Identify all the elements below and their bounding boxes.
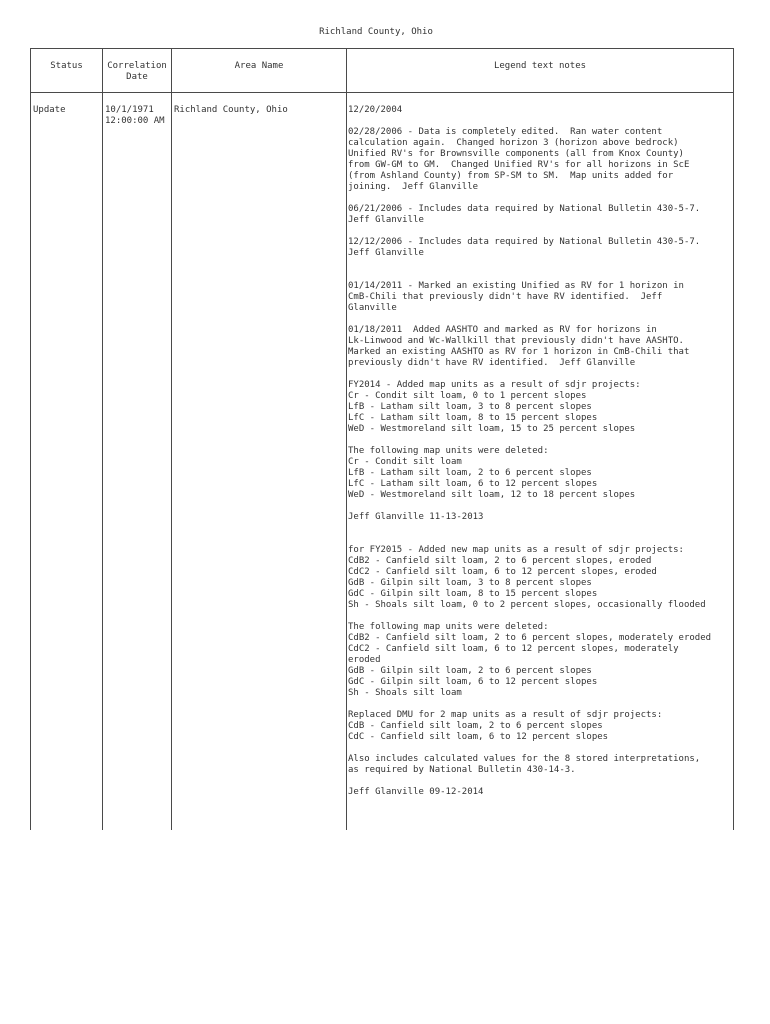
legend-note-line: CdB - Canfield silt loam, 2 to 6 percent slopes bbox=[348, 721, 603, 731]
legend-note-line: from GW-GM to GM. Changed Unified RV's for all horizons in ScE bbox=[348, 160, 690, 170]
legend-note-line: joining. Jeff Glanville bbox=[348, 182, 479, 192]
legend-note-line: The following map units were deleted: bbox=[348, 622, 549, 632]
legend-note-line: Sh - Shoals silt loam bbox=[348, 688, 462, 698]
legend-note-line: CdB2 - Canfield silt loam, 2 to 6 percent slopes, moderately eroded bbox=[348, 633, 712, 643]
legend-note-line bbox=[348, 501, 734, 512]
legend-note-line: CdC2 - Canfield silt loam, 6 to 12 percent slopes, moderately bbox=[348, 644, 679, 654]
header-bottom-rule bbox=[30, 92, 734, 93]
legend-note-line: (from Ashland County) from SP-SM to SM. Map units added for bbox=[348, 171, 674, 181]
cell-area-name: Richland County, Ohio bbox=[174, 105, 288, 115]
legend-note-line: GdB - Gilpin silt loam, 3 to 8 percent slopes bbox=[348, 578, 592, 588]
legend-note-line bbox=[348, 314, 734, 325]
legend-note-line: 01/14/2011 - Marked an existing Unified as RV for 1 horizon in bbox=[348, 281, 684, 291]
header-correlation-date: Correlation Date bbox=[107, 61, 167, 82]
legend-note-line bbox=[348, 193, 734, 204]
legend-note-line: CdB2 - Canfield silt loam, 2 to 6 percent slopes, eroded bbox=[348, 556, 652, 566]
legend-note-line: The following map units were deleted: bbox=[348, 446, 549, 456]
header-area-name: Area Name bbox=[234, 61, 284, 71]
legend-note-line: CdC2 - Canfield silt loam, 6 to 12 percent slopes, eroded bbox=[348, 567, 657, 577]
legend-note-line: 01/18/2011 Added AASHTO and marked as RV for horizons in bbox=[348, 325, 657, 335]
legend-note-line: Marked an existing AASHTO as RV for 1 horizon in CmB-Chili that bbox=[348, 347, 690, 357]
legend-note-line bbox=[348, 611, 734, 622]
cell-status: Update bbox=[33, 105, 66, 115]
cell-correlation-date: 10/1/1971 12:00:00 AM bbox=[105, 105, 165, 126]
legend-note-line: Also includes calculated values for the 8 stored interpretations, bbox=[348, 754, 701, 764]
legend-note-line: LfB - Latham silt loam, 2 to 6 percent slopes bbox=[348, 468, 592, 478]
legend-note-line: eroded bbox=[348, 655, 381, 665]
column-border-status bbox=[102, 48, 103, 830]
legend-note-line bbox=[348, 699, 734, 710]
legend-note-line: 06/21/2006 - Includes data required by National Bulletin 430-5-7. bbox=[348, 204, 701, 214]
header-status: Status bbox=[50, 61, 83, 71]
legend-note-line bbox=[348, 116, 734, 127]
column-border-left bbox=[30, 48, 31, 830]
legend-note-line: calculation again. Changed horizon 3 (horizon above bedrock) bbox=[348, 138, 679, 148]
legend-note-line: FY2014 - Added map units as a result of sdjr projects: bbox=[348, 380, 641, 390]
legend-note-line: as required by National Bulletin 430-14-3. bbox=[348, 765, 576, 775]
legend-notes-cell bbox=[348, 105, 734, 809]
legend-note-line bbox=[348, 798, 734, 809]
legend-note-line bbox=[348, 369, 734, 380]
legend-note-line: Replaced DMU for 2 map units as a result of sdjr projects: bbox=[348, 710, 663, 720]
legend-note-line bbox=[348, 226, 734, 237]
legend-note-line: Jeff Glanville 11-13-2013 bbox=[348, 512, 484, 522]
legend-note-line: previously didn't have RV identified. Jeff Glanville bbox=[348, 358, 636, 368]
legend-note-line: GdC - Gilpin silt loam, 8 to 15 percent slopes bbox=[348, 589, 598, 599]
legend-note-line: LfC - Latham silt loam, 6 to 12 percent slopes bbox=[348, 479, 598, 489]
table-top-rule bbox=[30, 48, 734, 49]
legend-note-line: 02/28/2006 - Data is completely edited. Ran water content bbox=[348, 127, 663, 137]
legend-note-line: Jeff Glanville 09-12-2014 bbox=[348, 787, 484, 797]
legend-note-line bbox=[348, 270, 734, 281]
legend-note-line: CdC - Canfield silt loam, 6 to 12 percent slopes bbox=[348, 732, 609, 742]
legend-note-line: LfB - Latham silt loam, 3 to 8 percent slopes bbox=[348, 402, 592, 412]
legend-note-line bbox=[348, 534, 734, 545]
legend-note-line: GdB - Gilpin silt loam, 2 to 6 percent slopes bbox=[348, 666, 592, 676]
legend-note-line bbox=[348, 435, 734, 446]
legend-note-line: Glanville bbox=[348, 303, 397, 313]
page-title: Richland County, Ohio bbox=[319, 27, 433, 37]
column-border-date bbox=[171, 48, 172, 830]
legend-note-line: Cr - Condit silt loam, 0 to 1 percent slopes bbox=[348, 391, 587, 401]
legend-note-line bbox=[348, 743, 734, 754]
legend-note-line bbox=[348, 776, 734, 787]
legend-note-line: LfC - Latham silt loam, 8 to 15 percent slopes bbox=[348, 413, 598, 423]
legend-note-line: Jeff Glanville bbox=[348, 215, 424, 225]
legend-note-line: WeD - Westmoreland silt loam, 12 to 18 percent slopes bbox=[348, 490, 636, 500]
legend-note-line bbox=[348, 523, 734, 534]
legend-note-line: Cr - Condit silt loam bbox=[348, 457, 462, 467]
legend-note-line: CmB-Chili that previously didn't have RV identified. Jeff bbox=[348, 292, 663, 302]
legend-note-line: Sh - Shoals silt loam, 0 to 2 percent slopes, occasionally flooded bbox=[348, 600, 706, 610]
header-legend-notes: Legend text notes bbox=[493, 61, 587, 71]
legend-note-line bbox=[348, 259, 734, 270]
legend-note-line: WeD - Westmoreland silt loam, 15 to 25 percent slopes bbox=[348, 424, 636, 434]
legend-note-line: Lk-Linwood and Wc-Wallkill that previously didn't have AASHTO. bbox=[348, 336, 684, 346]
legend-note-line: for FY2015 - Added new map units as a result of sdjr projects: bbox=[348, 545, 684, 555]
legend-note-line: 12/20/2004 bbox=[348, 105, 403, 115]
legend-note-line: Jeff Glanville bbox=[348, 248, 424, 258]
column-border-area bbox=[346, 48, 347, 830]
legend-note-line: 12/12/2006 - Includes data required by National Bulletin 430-5-7. bbox=[348, 237, 701, 247]
legend-note-line: Unified RV's for Brownsville components (all from Knox County) bbox=[348, 149, 684, 159]
legend-note-line: GdC - Gilpin silt loam, 6 to 12 percent slopes bbox=[348, 677, 598, 687]
